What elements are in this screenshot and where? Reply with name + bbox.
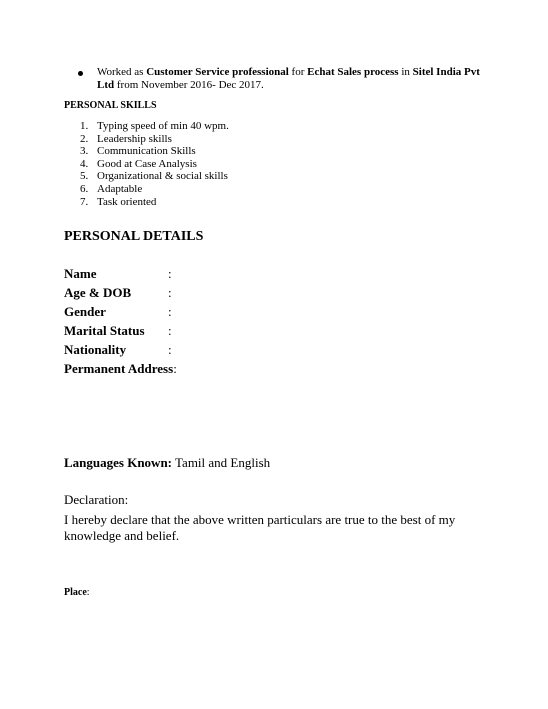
skills-list [80, 120, 229, 208]
list-item-number: 1. [80, 120, 89, 132]
detail-row-name [64, 266, 172, 281]
list-item [80, 170, 229, 183]
list-item [80, 145, 229, 158]
place-field [64, 587, 90, 599]
languages-label: Languages Known: [64, 455, 172, 470]
list-item-number: 6. [80, 182, 89, 195]
experience-in: in [398, 66, 413, 78]
list-item-text: Adaptable [97, 182, 143, 195]
list-item-number: 2. [80, 132, 89, 145]
list-item-number: 7. [80, 195, 89, 208]
place-label: Place [64, 587, 87, 598]
languages-known [64, 455, 270, 470]
list-item [80, 183, 229, 196]
experience-process: Echat Sales process [307, 66, 399, 78]
experience-role: Customer Service professional [146, 66, 289, 78]
detail-row-permanent-address [64, 361, 177, 376]
list-item-text: Organizational & social skills [97, 170, 228, 183]
experience-text [97, 66, 497, 92]
list-item-text: Communication Skills [97, 145, 196, 158]
declaration-text: I hereby declare that the above written particulars are true to the best of my knowledge and belief. [64, 512, 456, 543]
list-item-number: 3. [80, 145, 89, 158]
detail-row-nationality [64, 342, 172, 357]
personal-details-heading: PERSONAL DETAILS [64, 229, 204, 244]
list-item-text: Typing speed of min 40 wpm. [97, 120, 229, 132]
detail-colon: : [168, 304, 172, 319]
detail-colon: : [168, 323, 172, 338]
list-item [80, 196, 229, 209]
experience-company: Sitel India Pvt Ltd [97, 66, 480, 91]
detail-label: Marital Status [64, 323, 145, 338]
list-item-text: Task oriented [97, 195, 157, 208]
detail-colon: : [168, 342, 172, 357]
detail-row-gender [64, 304, 172, 319]
personal-skills-heading: PERSONAL SKILLS [64, 100, 157, 111]
list-item-number: 4. [80, 157, 89, 170]
languages-value: Tamil and English [172, 455, 271, 470]
detail-row-marital-status [64, 323, 172, 338]
place-colon: : [86, 587, 90, 598]
experience-prefix: Worked as [97, 66, 147, 78]
detail-label: Permanent Address [64, 361, 174, 376]
detail-label: Nationality [64, 342, 127, 357]
experience-period: from November 2016- Dec 2017. [114, 79, 264, 91]
detail-label: Gender [64, 304, 106, 319]
experience-for: for [288, 66, 308, 78]
list-item [80, 120, 229, 133]
detail-label: Age & DOB [64, 285, 132, 300]
list-item [80, 158, 229, 171]
list-item-number: 5. [80, 170, 89, 183]
list-item-text: Good at Case Analysis [97, 157, 197, 170]
declaration-heading: Declaration: [64, 492, 129, 507]
detail-colon: : [168, 285, 172, 300]
detail-row-age-dob [64, 285, 172, 300]
bullet-dot-icon [78, 71, 83, 76]
detail-colon: : [173, 361, 177, 376]
detail-colon: : [168, 266, 172, 281]
detail-label: Name [64, 266, 97, 281]
list-item-text: Leadership skills [97, 132, 172, 145]
list-item [80, 133, 229, 146]
